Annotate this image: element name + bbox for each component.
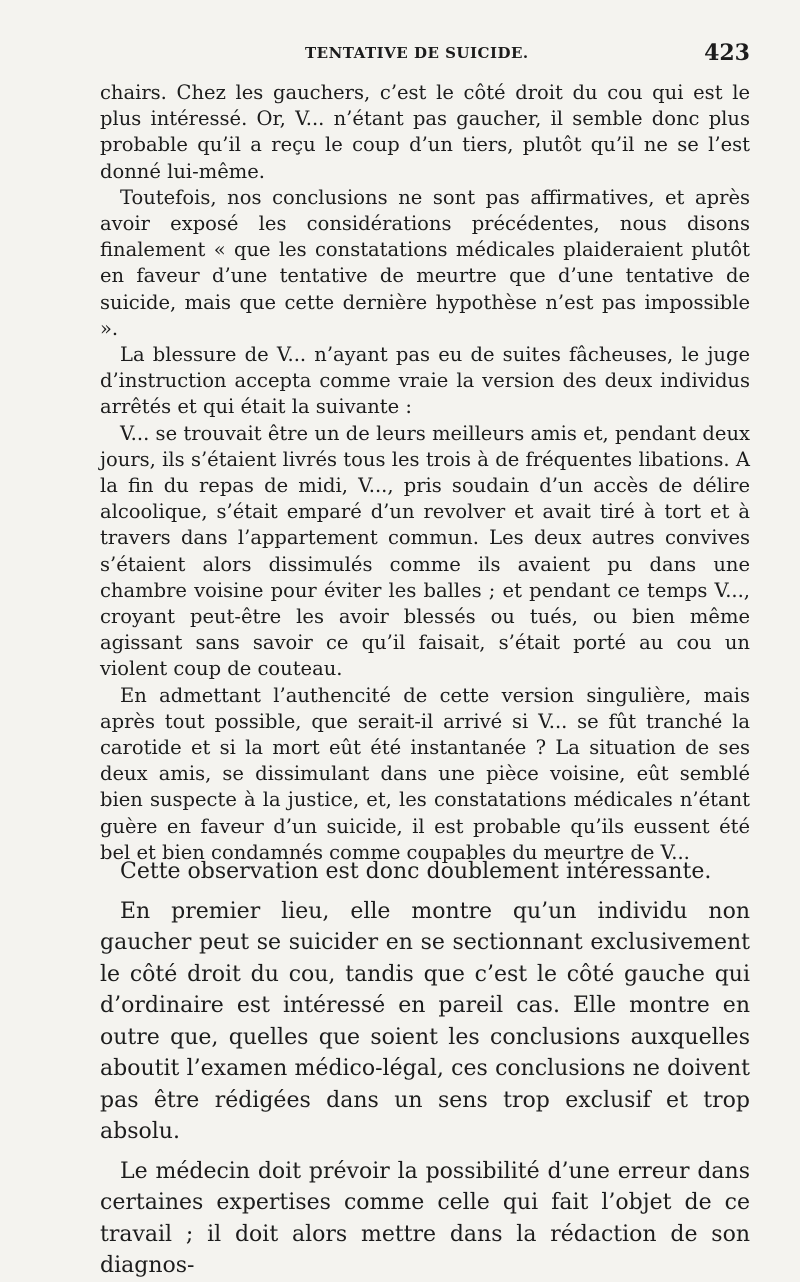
paragraph: V... se trouvait être un de leurs meilleurs amis et, pendant deux jours, ils s’étaient livrés tous les trois à de fréquentes libations. A la fin du repas de midi, V..., pris soudain d’un accès de délire alcoolique, s’était emparé d’un revolver et avait tiré à tort et à travers dans l’appartement commun. Les deux autres convives s’étaient alors dissimulés comme ils avaient pu dans une chambre voisine pour éviter les balles ; et pendant ce temps V..., croyant peut-être les avoir blessés ou tués, ou bien même agissant sans savoir ce qu’il faisait, s’était porté au cou un violent coup de couteau. [100, 421, 750, 681]
page-number: 423 [704, 40, 750, 66]
paragraph: En admettant l’authencité de cette version singulière, mais après tout possible, que serait-il arrivé si V... se fût tranché la carotide et si la mort eût été instantanée ? La situation de ses deux amis, se dissimulant dans une pièce voisine, eût semblé bien suspecte à la justice, et, les constatations médicales n’étant guère en faveur d’un suicide, il est probable qu’ils eussent été bel et bien condamnés comme coupables du meurtre de V... [100, 683, 750, 864]
running-title: TENTATIVE DE SUICIDE. [305, 44, 529, 62]
paragraph: La blessure de V... n’ayant pas eu de suites fâcheuses, le juge d’instruction accepta comme vraie la version des deux individus arrêtés et qui était la suivante : [100, 343, 750, 419]
paragraph: En premier lieu, elle montre qu’un individu non gaucher peut se suicider en se sectionnant exclusivement le côté droit du cou, tandis que c’est le côté gauche qui d’ordinaire est intéressé en pareil cas. Elle montre en outre que, quelles que soient les conclusions auxquelles aboutit l’examen médico-légal, ces conclusions ne doivent pas être rédigées dans un sens trop exclusif et trop absolu. [100, 898, 750, 1144]
main-text-small [100, 80, 750, 866]
paragraph: chairs. Chez les gauchers, c’est le côté droit du cou qui est le plus intéressé. Or, V... n’étant pas gaucher, il semble donc plus probable qu’il a reçu le coup d’un tiers, plutôt qu’il ne se l’est donné lui-même. [100, 81, 750, 183]
page-header [100, 40, 750, 74]
main-text-large [100, 856, 750, 1282]
paragraph: Toutefois, nos conclusions ne sont pas affirmatives, et après avoir exposé les considérations précédentes, nous disons finalement « que les constatations médicales plaideraient plutôt en faveur d’une tentative de meurtre que d’une tentative de suicide, mais que cette dernière hypothèse n’est pas impossible ». [100, 185, 750, 340]
paragraph: Cette observation est donc doublement intéressante. [120, 859, 712, 884]
paragraph: Le médecin doit prévoir la possibilité d’une erreur dans certaines expertises comme celle qui fait l’objet de ce travail ; il doit alors mettre dans la rédaction de son diagnos- [100, 1158, 750, 1278]
